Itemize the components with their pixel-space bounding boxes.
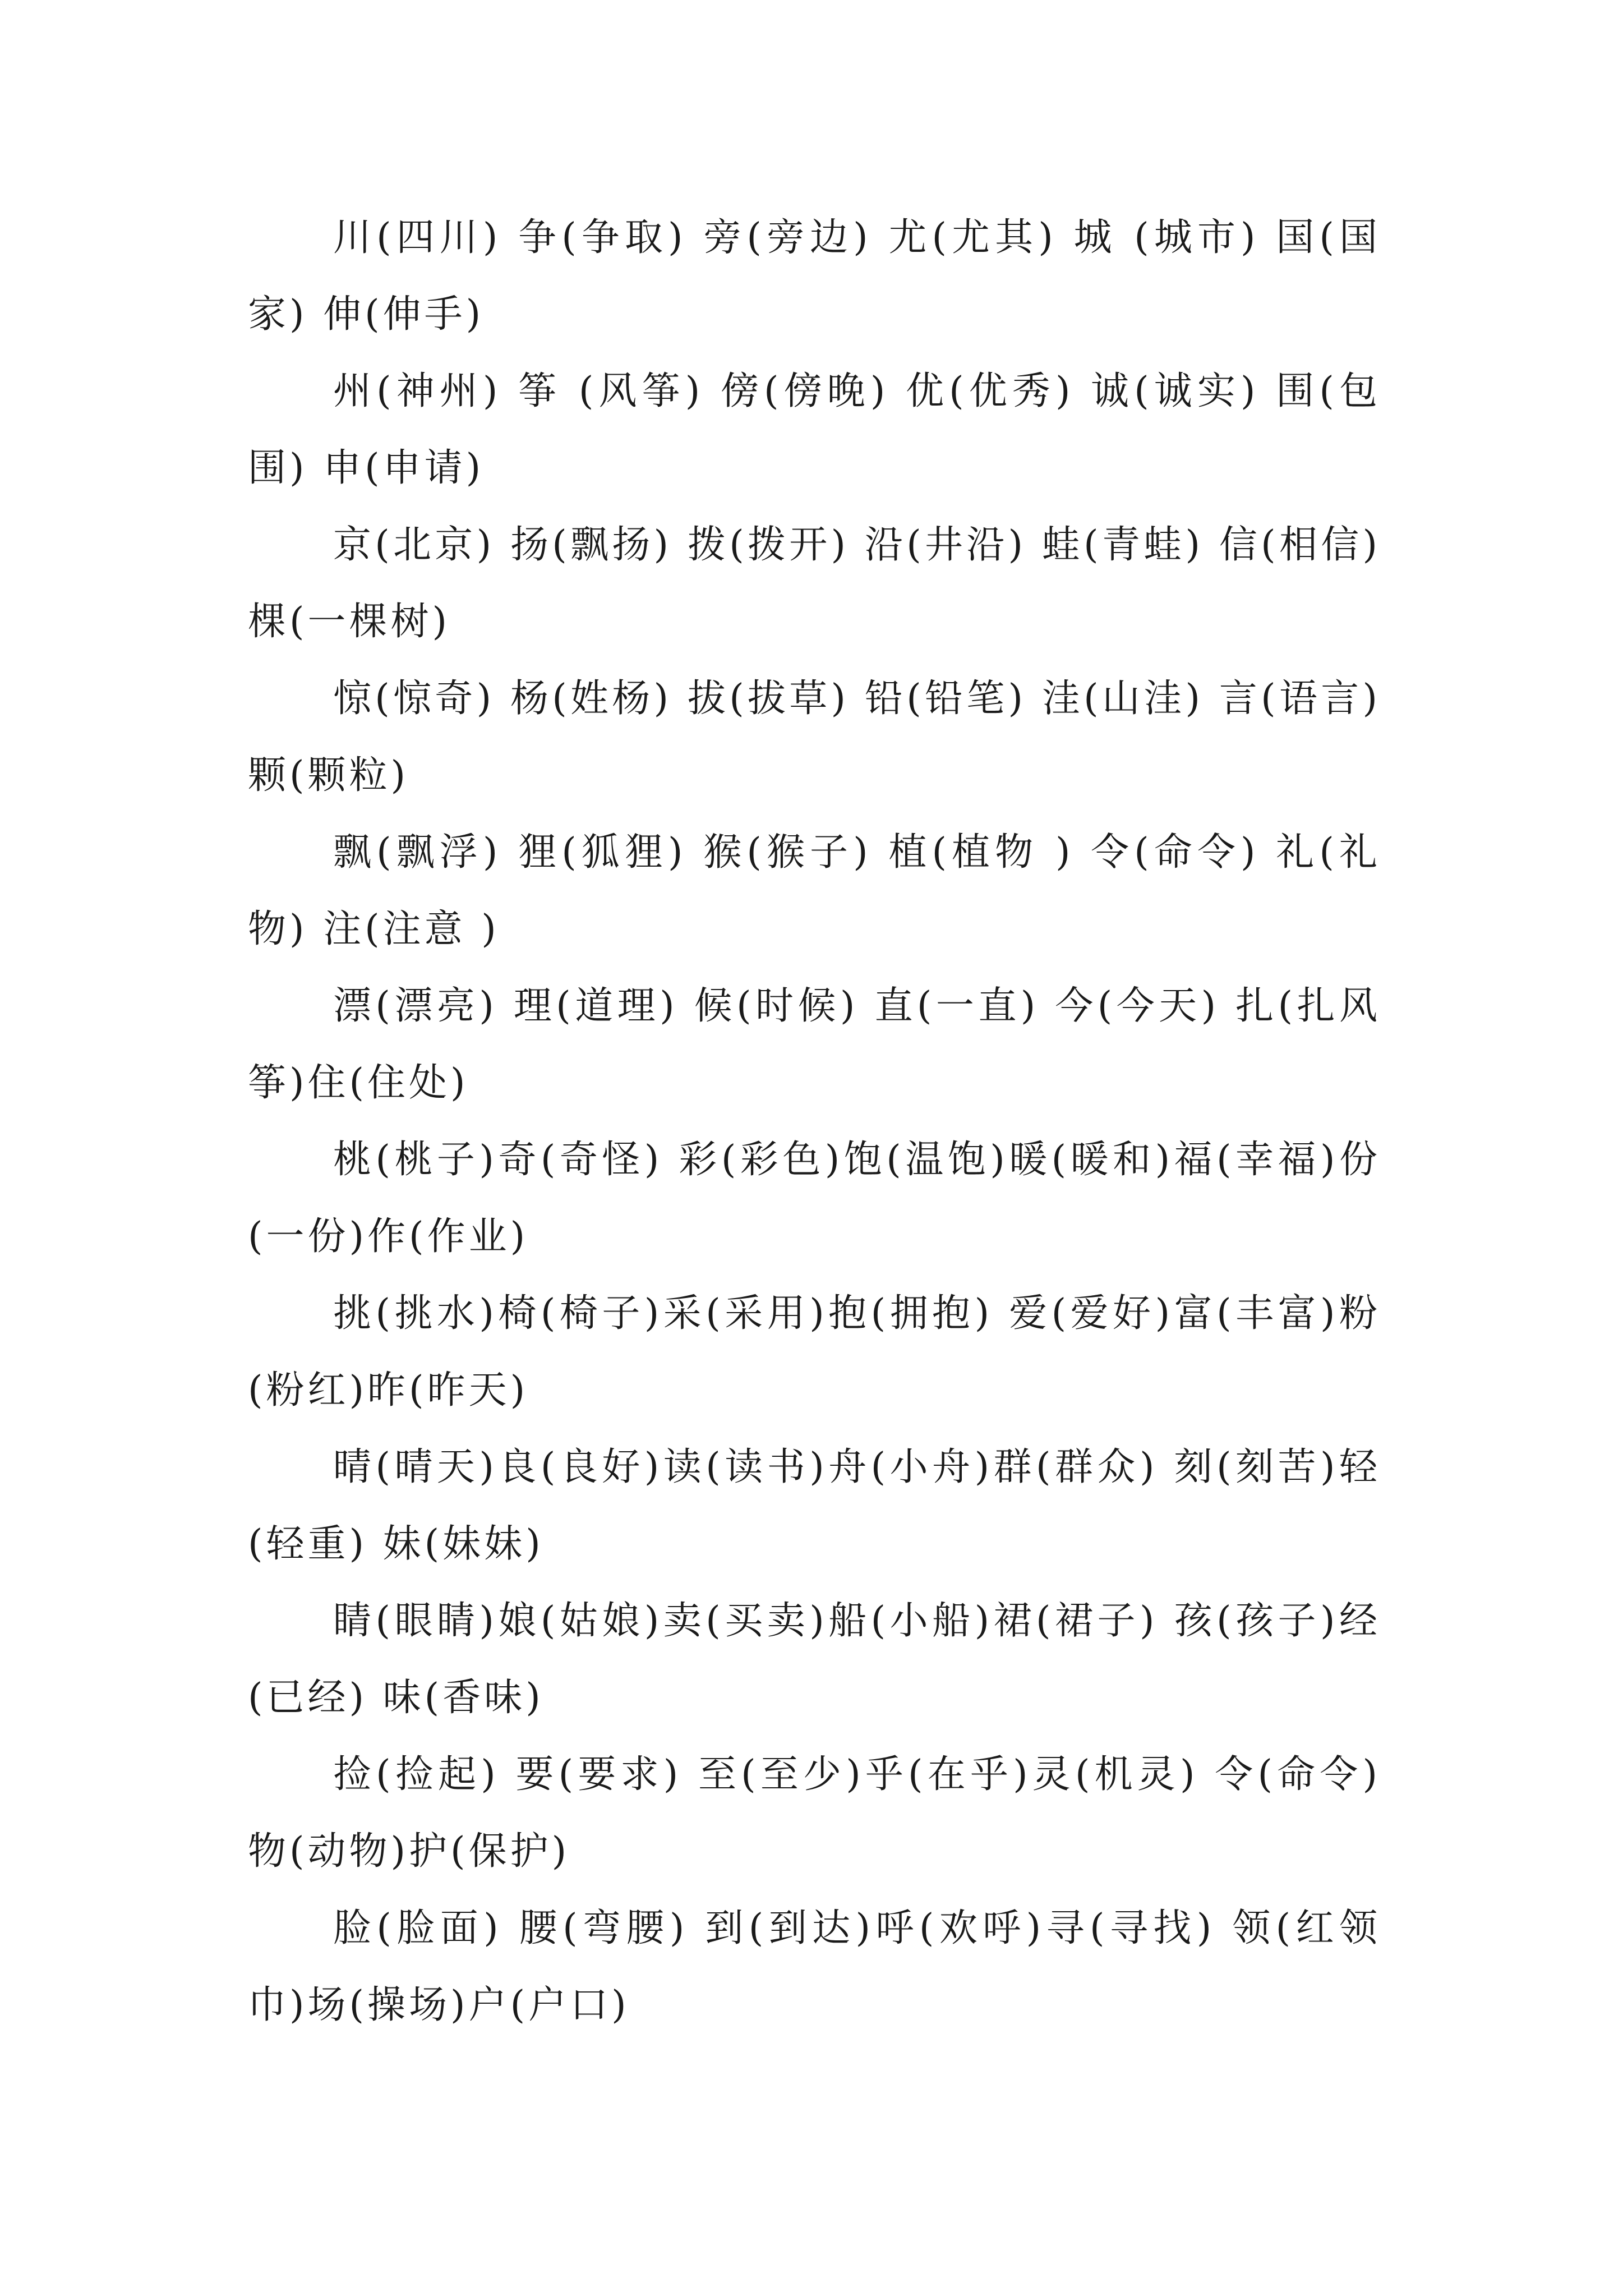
vocabulary-text-block — [248, 199, 1381, 2044]
vocab-paragraph-9: 晴(晴天)良(良好)读(读书)舟(小舟)群(群众) 刻(刻苦)轻(轻重) 妹(妹妹) — [248, 1445, 1381, 1566]
vocab-paragraph-1: 川(四川) 争(争取) 旁(旁边) 尤(尤其) 城 (城市) 国(国家) 伸(伸手) — [248, 215, 1381, 337]
vocab-paragraph-2: 州(神州) 筝 (风筝) 傍(傍晚) 优(优秀) 诚(诚实) 围(包围) 申(申请) — [248, 369, 1381, 490]
vocab-paragraph-11: 捡(捡起) 要(要求) 至(至少)乎(在乎)灵(机灵) 令(命令) 物(动物)护(保护) — [248, 1752, 1381, 1874]
vocab-paragraph-4: 惊(惊奇) 杨(姓杨) 拔(拔草) 铅(铅笔) 洼(山洼) 言(语言) 颗(颗粒) — [248, 677, 1381, 798]
vocab-paragraph-3: 京(北京) 扬(飘扬) 拨(拨开) 沿(井沿) 蛙(青蛙) 信(相信) 棵(一棵树) — [248, 523, 1381, 644]
vocab-paragraph-5: 飘(飘浮) 狸(狐狸) 猴(猴子) 植(植物 ) 令(命令) 礼(礼物) 注(注意 ) — [248, 830, 1381, 951]
vocab-paragraph-6: 漂(漂亮) 理(道理) 候(时候) 直(一直) 今(今天) 扎(扎风筝)住(住处) — [248, 984, 1381, 1105]
vocab-paragraph-10: 睛(眼睛)娘(姑娘)卖(买卖)船(小船)裙(裙子) 孩(孩子)经(已经) 味(香味) — [248, 1599, 1381, 1720]
vocab-paragraph-8: 挑(挑水)椅(椅子)采(采用)抱(拥抱) 爱(爱好)富(丰富)粉(粉红)昨(昨天) — [248, 1291, 1381, 1412]
vocab-paragraph-7: 桃(桃子)奇(奇怪) 彩(彩色)饱(温饱)暖(暖和)福(幸福)份(一份)作(作业) — [248, 1138, 1381, 1259]
vocab-paragraph-12: 脸(脸面) 腰(弯腰) 到(到达)呼(欢呼)寻(寻找) 领(红领巾)场(操场)户(户口) — [248, 1906, 1381, 2027]
